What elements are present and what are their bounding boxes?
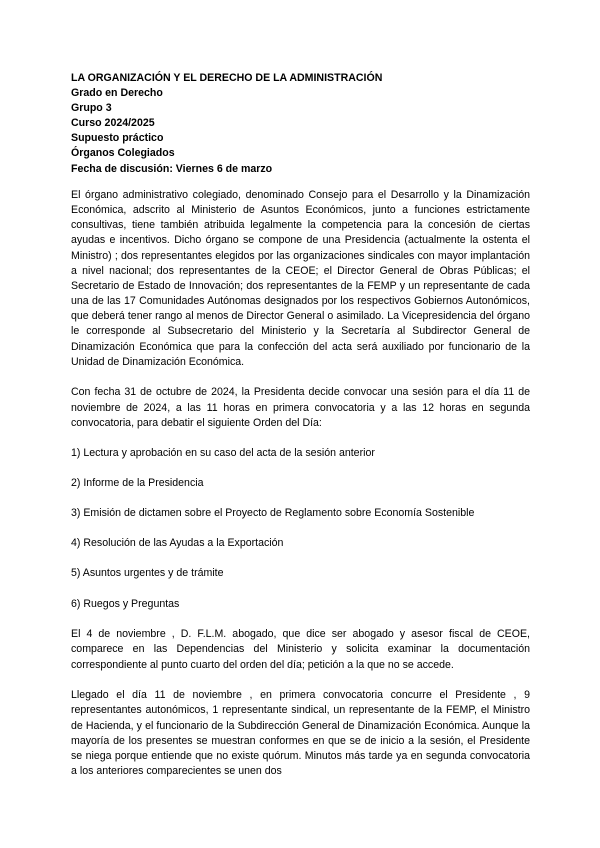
agenda-item: 5) Asuntos urgentes y de trámite xyxy=(71,567,224,580)
agenda-item: 2) Informe de la Presidencia xyxy=(71,477,204,489)
document-body xyxy=(71,188,530,779)
course-title: LA ORGANIZACIÓN Y EL DERECHO DE LA ADMINISTRACIÓN xyxy=(71,72,383,84)
agenda-item: 1) Lectura y aprobación en su caso del acta de la sesión anterior xyxy=(71,446,375,459)
agenda-item: 6) Ruegos y Preguntas xyxy=(71,597,180,610)
agenda-item: 3) Emisión de dictamen sobre el Proyecto de Reglamento sobre Economía Sostenible xyxy=(71,507,475,520)
paragraph-session-day: Llegado el día 11 de noviembre , en primera convocatoria concurre el Presidente , 9 representantes autonómicos, 1 representante sindical, un representante de la FEMP, el Ministro de Hacienda, y el funcionario de la Subdirección General de Dinamización Económica. Aunque la mayoría de los presentes se muestran conformes en que se de inicio a la sesión, el Presidente se niega porque entiende que no existe quórum. Minutos más tarde ya en segunda convocatoria a los anteriores comparecientes se unen dos xyxy=(71,689,530,778)
discussion-date-line: Fecha de discusión: Viernes 6 de marzo xyxy=(71,162,273,175)
topic-line: Órganos Colegiados xyxy=(71,147,175,160)
paragraph-organ-description: El órgano administrativo colegiado, denominado Consejo para el Desarrollo y la Dinamización Económica, adscrito al Ministerio de Asuntos Económicos, junto a funciones estrictamente consultivas, tiene también atribuida legalmente la competencia para la concesión de ciertas ayudas e incentivos. Dicho órgano se compone de una Presidencia (actualmente la ostenta el Ministro) ; dos representantes elegidos por las organizaciones sindicales con mayor implantación a nivel nacional; dos representantes de la CEOE; el Director General de Obras Públicas; el Secretario de Estado de Innovación; dos representantes de la FEMP y un representante de cada una de las 17 Comunidades Autónomas designados por los respectivos Gobiernos Autonómicos, que deberá tener rango al menos de Director General o asimilado. La Vicepresidencia del órgano le corresponde al Subsecretario del Ministerio y la Secretaría al Subdirector General de Dinamización Económica que para la confección del acta será auxiliado por funcionario de la Unidad de Dinamización Económica. xyxy=(71,189,530,368)
case-type-line: Supuesto práctico xyxy=(71,132,164,145)
group-line: Grupo 3 xyxy=(71,102,112,115)
document-header xyxy=(71,71,531,177)
degree-line: Grado en Derecho xyxy=(71,87,163,100)
academic-year-line: Curso 2024/2025 xyxy=(71,117,155,130)
paragraph-lawyer-request: El 4 de noviembre , D. F.L.M. abogado, que dice ser abogado y asesor fiscal de CEOE, comparece en las Dependencias del Ministerio y solicita examinar la documentación correspondiente al punto cuarto del orden del día; petición a la que no se accede. xyxy=(71,628,530,671)
agenda-item: 4) Resolución de las Ayudas a la Exportación xyxy=(71,537,284,550)
paragraph-convocation: Con fecha 31 de octubre de 2024, la Presidenta decide convocar una sesión para el día 11 de noviembre de 2024, a las 11 horas en primera convocatoria y a las 12 horas en segunda convocatoria, para debatir el siguiente Orden del Día: xyxy=(71,386,530,429)
